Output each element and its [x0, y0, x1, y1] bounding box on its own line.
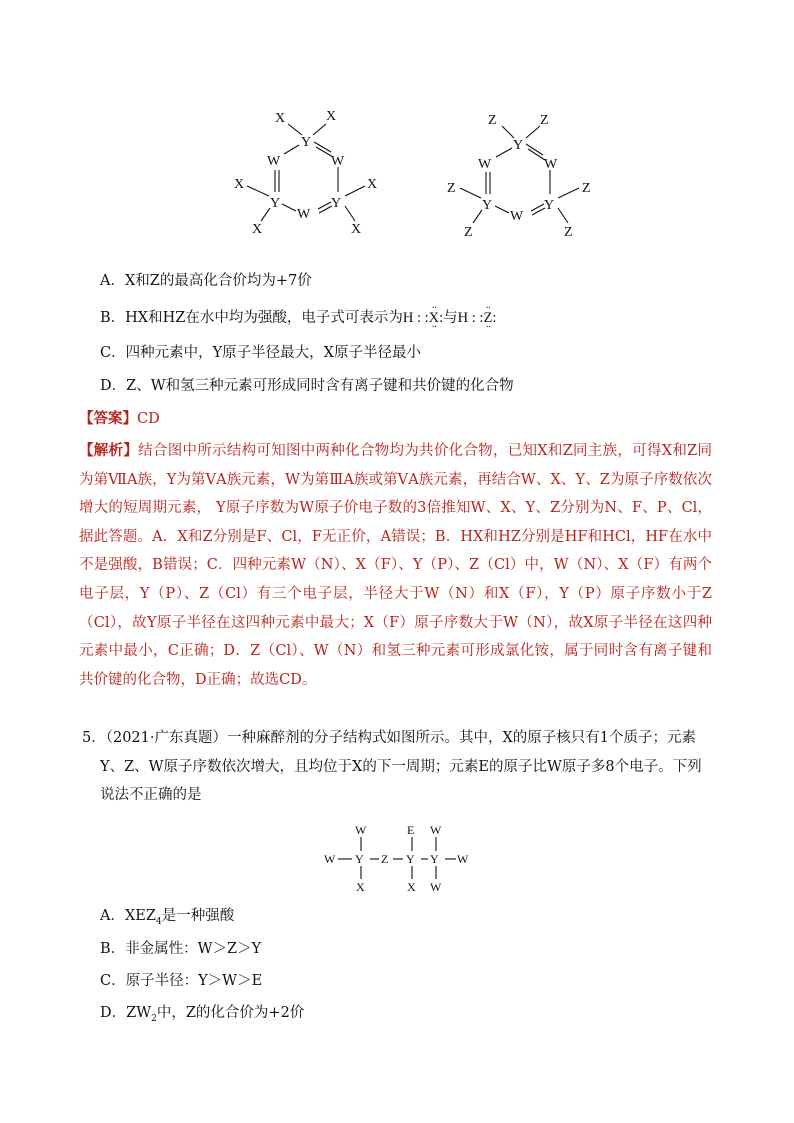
anesthetic-structure: [315, 820, 485, 898]
atom-label: E: [407, 823, 415, 837]
x-symbol: X: [428, 310, 440, 326]
q5-option-d-text: D．ZW: [100, 1005, 152, 1021]
analysis-text: 结合图中所示结构可知图中两种化合物均为共价化合物，已知X和Z同主族，可得X和Z同为第ⅦA族，Y为第ⅤA族元素，W为第ⅢA族或第ⅤA族元素，再结合W、X、Y、Z为原子序数依次增大的短周期元素， Y原子序数为W原子价电子数的3倍推知W、X、Y、Z分别为N、F、P、Cl，据此答题。A．X和Z分别是F、Cl，F无正价，A错误；B．HX和HZ分别是HF和HCl，HF在水中不是强酸，B错误；C．四种元素W（N）、X（F）、Y（P）、Z（Cl）中，W（N）、X（F）有两个电子层，Y（P）、Z（Cl）有三个电子层，半径大于W（N）和X（F），Y（P）原子序数小于Z（Cl），故Y原子半径在这四种元素中最大；X（F）原子序数大于W（N），故X原子半径在这四种元素中最小，C正确；D．Z（Cl）、W（N）和氢三种元素可形成氯化铵，属于同时含有离子键和共价键的化合物，D正确；故选CD。: [79, 443, 713, 688]
atom-label: Z: [464, 225, 473, 240]
atom-label: Z: [564, 225, 573, 240]
answer-label: 【答案】: [79, 410, 137, 427]
atom-label: W: [430, 880, 442, 894]
subscript: 2: [151, 1013, 157, 1024]
ring-structure-zyw: [440, 102, 610, 242]
q4-option-b-text: B．HX和HZ在水中均为强酸，电子式可表示为: [100, 310, 403, 326]
atom-label: Y: [355, 852, 364, 866]
answer-value: CD: [137, 411, 160, 427]
q5-option-b: B．非金属性：W＞Z＞Y: [100, 941, 262, 957]
atom-label: W: [457, 852, 469, 866]
atom-label: W: [544, 157, 558, 172]
atom-label: Z: [540, 113, 549, 128]
atom-label: Y: [331, 196, 342, 211]
electron-formula-hz: H : ·· :Z: ··: [458, 310, 497, 326]
atom-label: W: [331, 154, 345, 169]
question-5-stem: 5．（2021·广东真题）一种麻醉剂的分子结构式如图所示。其中，X的原子核只有1个质子；元素Y、Z、W原子序数依次增大，且均位于X的下一周期；元素E的原子比W原子多8个电子。下列说法不正确的是: [82, 730, 702, 803]
structure-diagram-2: [440, 102, 610, 242]
conjunction-text: 与: [443, 310, 458, 326]
atom-label: X: [351, 222, 362, 237]
atom-label: X: [252, 222, 263, 237]
structure-diagram-1: [225, 100, 395, 240]
atom-label: Y: [301, 135, 312, 150]
z-symbol: Z: [483, 310, 493, 326]
q5-option-a-rest: 是一种强酸: [161, 908, 235, 924]
atom-label: W: [355, 823, 367, 837]
q5-option-a-text: A．XEZ: [100, 908, 156, 924]
structure-diagram-3: [315, 820, 485, 898]
atom-label: X: [234, 177, 245, 192]
atom-label: X: [367, 177, 378, 192]
atom-label: Y: [544, 198, 555, 213]
atom-label: Z: [447, 181, 456, 196]
atom-label: X: [356, 880, 365, 894]
q5-option-d-rest: 中，Z的化合价为+2价: [156, 1005, 305, 1021]
atom-label: W: [478, 157, 492, 172]
q4-option-b: [100, 308, 496, 328]
atom-label: Z: [381, 852, 389, 866]
subscript: 4: [155, 916, 162, 927]
q5-option-d: [100, 1003, 304, 1029]
atom-label: W: [510, 209, 524, 224]
atom-label: Z: [582, 181, 591, 196]
q4-option-a: A．X和Z的最高化合价均为+7价: [100, 273, 312, 289]
q4-option-c: C．四种元素中，Y原子半径最大，X原子半径最小: [100, 345, 421, 361]
atom-label: W: [297, 207, 311, 222]
q5-option-c: C．原子半径：Y＞W＞E: [100, 973, 263, 989]
hydrogen-symbol: H: [402, 310, 414, 326]
atom-label: X: [407, 880, 416, 894]
atom-label: W: [324, 852, 336, 866]
atom-label: Y: [430, 852, 439, 866]
ring-structure-xyw: [225, 100, 395, 240]
hydrogen-symbol: H: [457, 310, 469, 326]
q4-option-d: D．Z、W和氢三种元素可形成同时含有离子键和共价键的化合物: [100, 378, 514, 394]
electron-formula-hx: H : ·· :X: ··: [403, 310, 443, 326]
atom-label: Y: [482, 198, 493, 213]
answer-line: [79, 409, 160, 429]
atom-label: Y: [406, 852, 415, 866]
q5-option-a: [100, 906, 234, 932]
analysis-paragraph: [79, 437, 712, 694]
atom-label: W: [430, 823, 442, 837]
atom-label: Z: [488, 113, 497, 128]
atom-label: Y: [270, 196, 281, 211]
analysis-label: 【解析】: [79, 442, 139, 459]
atom-label: X: [275, 111, 286, 126]
atom-label: W: [267, 154, 281, 169]
atom-label: Y: [513, 138, 524, 153]
atom-label: X: [326, 109, 337, 124]
